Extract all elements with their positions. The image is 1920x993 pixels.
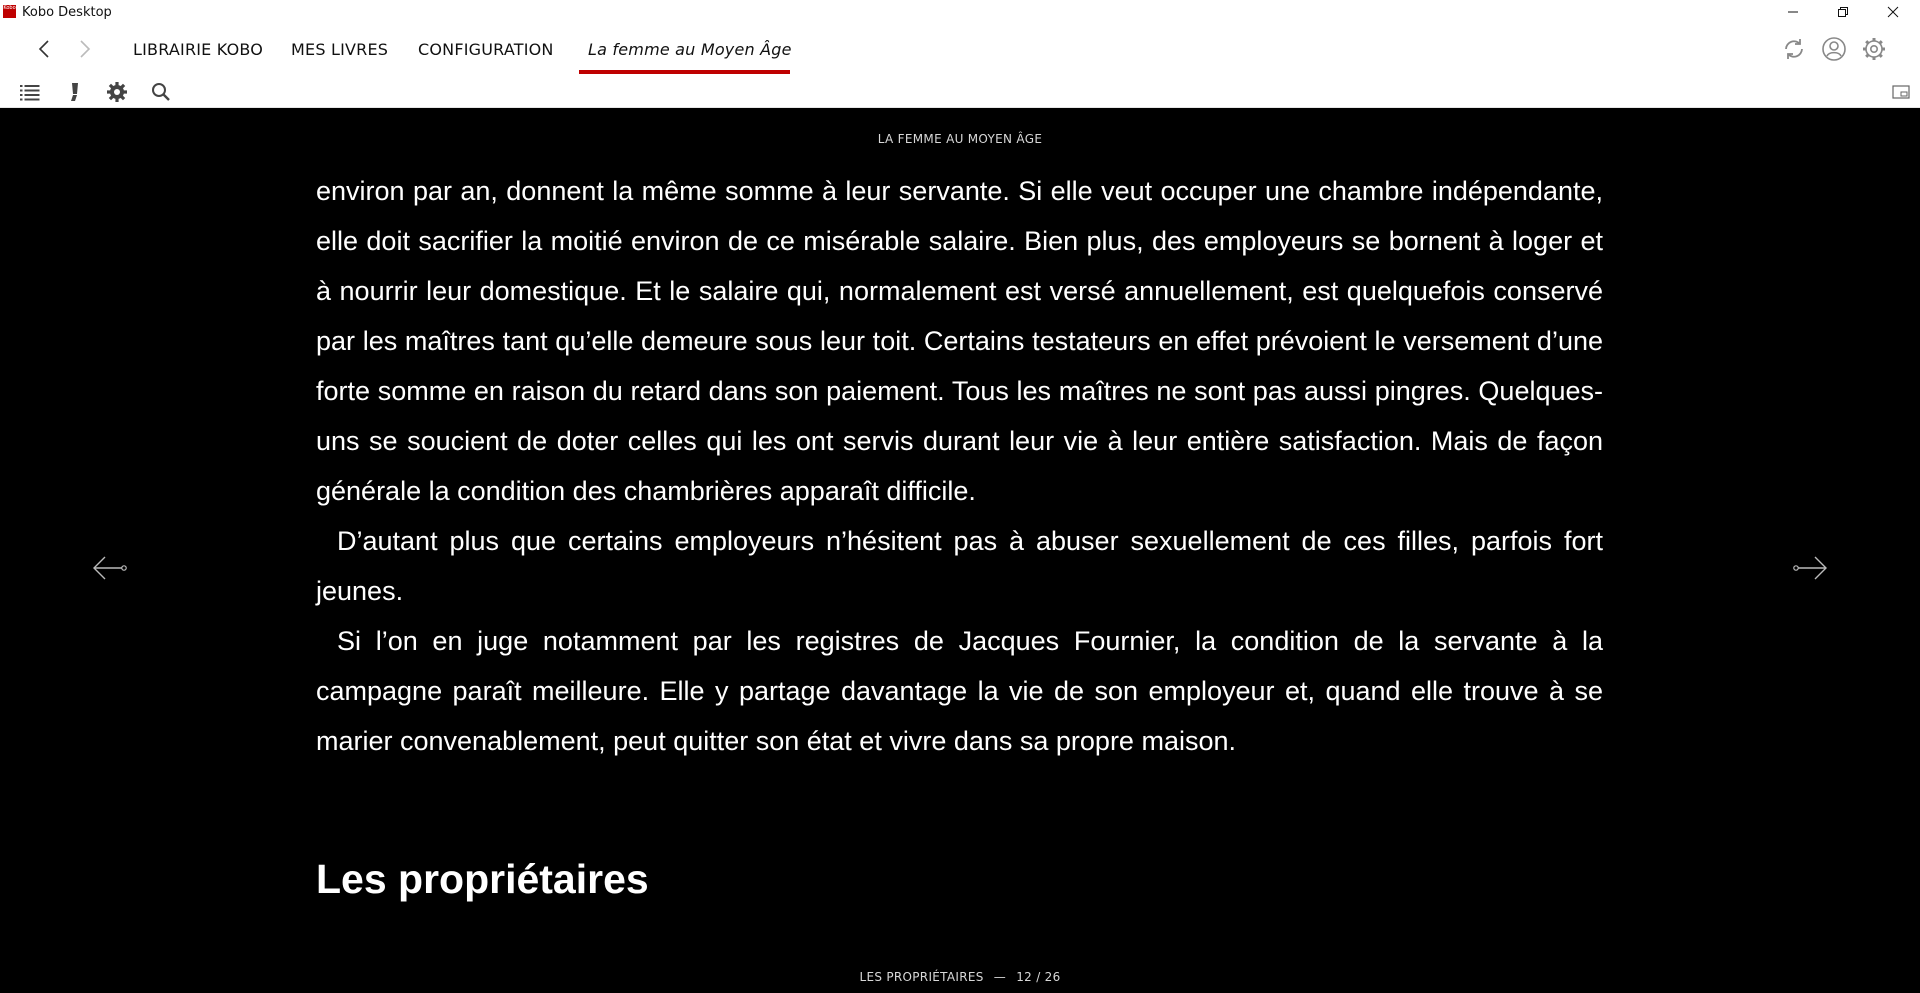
page-body-text xyxy=(316,166,1603,766)
arrow-left-icon xyxy=(88,553,128,583)
paragraph: environ par an, donnent la même somme à leur servante. Si elle veut occuper une chambre indépendante, elle doit sacrifier la moitié environ de ce misérable salaire. Bien plus, des employeurs se bornent à loger et à nourrir leur domestique. Et le salaire qui, normalement est versé annuellement, est quelquefois conservé par les maîtres tant qu’elle demeure sous leur toit. Certains testateurs en effet prévoient le versement d’une forte somme en raison du retard dans son paiement. Tous les maîtres ne sont pas aussi pingres. Quelques-uns se soucient de doter celles qui les ont servis durant leur vie à leur entière satisfaction. Mais de façon générale la condition des chambrières apparaît difficile. xyxy=(316,176,1603,506)
minimize-button[interactable] xyxy=(1770,0,1816,24)
annotations-button[interactable] xyxy=(61,79,87,105)
search-button[interactable] xyxy=(148,79,174,105)
window-title: Kobo Desktop xyxy=(22,5,112,20)
forward-button[interactable] xyxy=(72,36,98,62)
tab-current-book[interactable]: La femme au Moyen Âge xyxy=(588,40,792,59)
reading-settings-button[interactable] xyxy=(104,79,130,105)
tab-mes-livres[interactable]: MES LIVRES xyxy=(291,40,389,59)
running-header: LA FEMME AU MOYEN ÂGE xyxy=(877,132,1043,146)
settings-button[interactable] xyxy=(1859,34,1889,64)
page-footer xyxy=(0,970,1920,984)
user-icon xyxy=(1821,36,1847,62)
window-titlebar xyxy=(0,0,1920,24)
next-page-button[interactable] xyxy=(1791,553,1833,583)
chapter-heading: Les propriétaires xyxy=(316,856,649,902)
close-button[interactable] xyxy=(1870,0,1916,24)
footer-separator: — xyxy=(993,970,1007,984)
account-button[interactable] xyxy=(1819,34,1849,64)
highlighter-icon xyxy=(67,82,81,102)
search-icon xyxy=(151,82,171,102)
footer-chapter: LES PROPRIÉTAIRES xyxy=(859,970,984,984)
chevron-left-icon xyxy=(37,39,51,59)
back-button[interactable] xyxy=(31,36,57,62)
sync-icon xyxy=(1781,36,1807,62)
tab-configuration[interactable]: CONFIGURATION xyxy=(418,40,554,59)
gear-icon xyxy=(106,81,128,103)
previous-page-button[interactable] xyxy=(87,553,129,583)
minimize-icon xyxy=(1787,6,1799,18)
restore-icon xyxy=(1837,6,1849,18)
paragraph: Si l’on en juge notamment par les registres de Jacques Fournier, la condition de la servante à la campagne paraît meilleure. Elle y partage davantage la vie de son employeur et, quand elle trouve à se marier convenablement, peut quitter son état et vivre dans sa propre maison. xyxy=(316,626,1603,756)
kobo-logo-icon: Kobo xyxy=(3,5,16,18)
table-of-contents-button[interactable] xyxy=(17,79,43,105)
page-counter: 12 / 26 xyxy=(1016,970,1061,984)
paragraph: D’autant plus que certains employeurs n’hésitent pas à abuser sexuellement de ces filles, parfois fort jeunes. xyxy=(316,526,1603,606)
restore-button[interactable] xyxy=(1820,0,1866,24)
fullscreen-button[interactable] xyxy=(1888,79,1914,105)
close-icon xyxy=(1887,6,1899,18)
fullscreen-icon xyxy=(1892,85,1910,99)
reader-page[interactable] xyxy=(0,108,1920,993)
reading-toolbar xyxy=(0,74,1920,108)
sync-button[interactable] xyxy=(1779,34,1809,64)
arrow-right-icon xyxy=(1792,553,1832,583)
chevron-right-icon xyxy=(78,39,92,59)
tab-librairie-kobo[interactable]: LIBRAIRIE KOBO xyxy=(133,40,264,59)
list-icon xyxy=(20,83,40,101)
gear-icon xyxy=(1861,36,1887,62)
main-navbar xyxy=(0,24,1920,74)
